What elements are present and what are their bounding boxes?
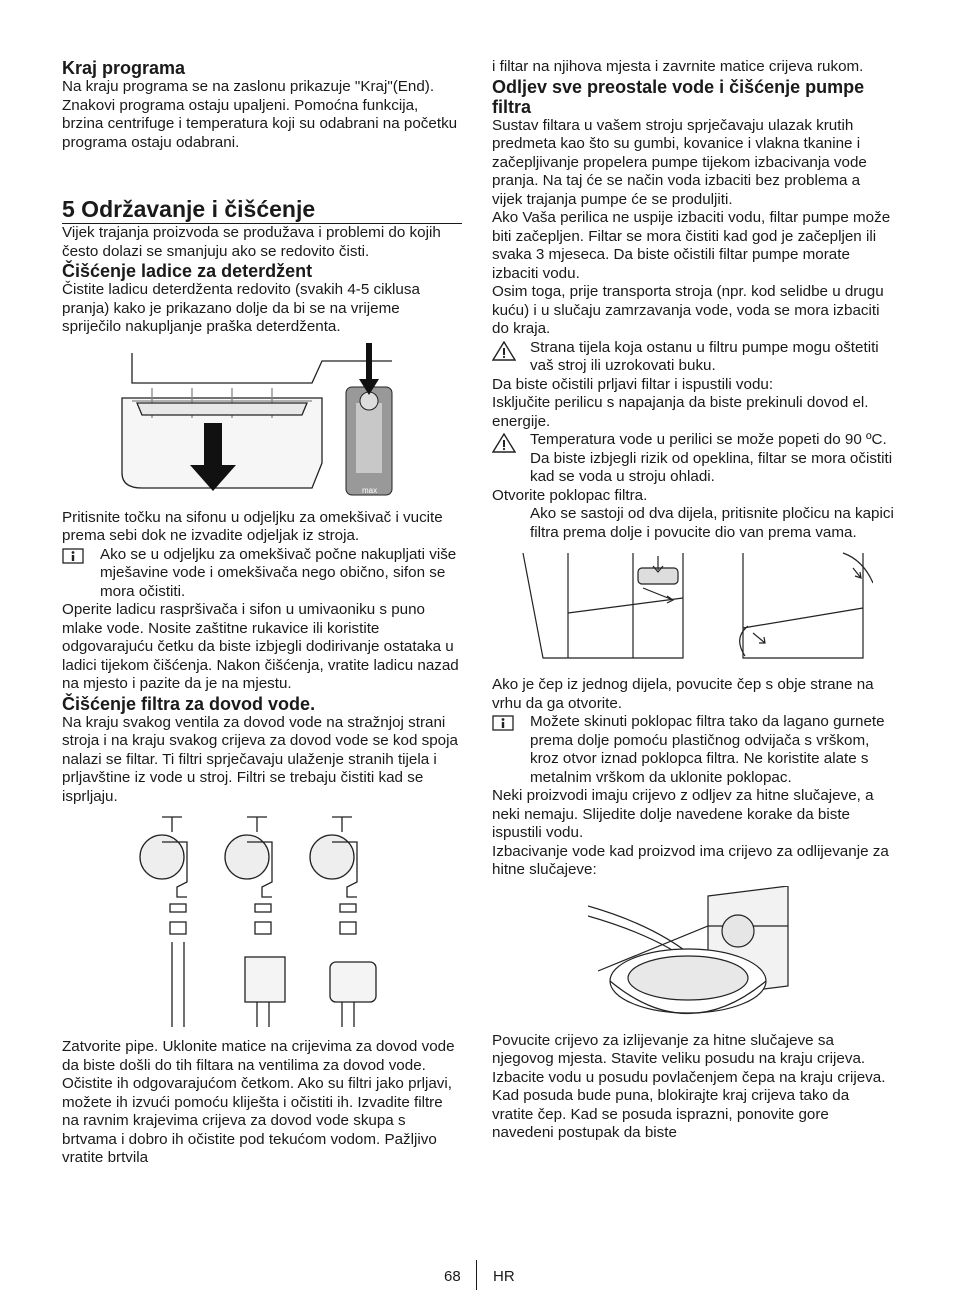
chapter-intro: Vijek trajanja proizvoda se produžava i problemi do kojih često dolazi se smanjuju ako se redovito čisti.: [62, 224, 441, 260]
footer-divider: [476, 1260, 477, 1290]
info-note-2: [492, 713, 894, 787]
neki-text: Neki proizvodi imaju crijevo z odljev za hitne slučajeve, a neki nemaju. Slijedite dolje navedene korake da biste ispustili vodu.: [492, 787, 874, 841]
warning-note-2-text: Temperatura vode u perilici se može popeti do 90 ºC. Da biste izbjegli rizik od opeklina, filtar se mora očistiti kad se voda u stroju ohladi.: [530, 431, 893, 485]
info-icon: [492, 715, 514, 731]
zatvorite-text: Zatvorite pipe. Uklonite matice na crijevima za dovod vode da biste došli do tih filtara na ventilima za dovod vode. Očistite ih odgovarajućom četkom. Ako su filtri jako prljavi, možete ih izvući pomoću kliješta i očistiti ih. Izvadite filtre na ravnim krajevima crijeva za dovod vode skupa s brtvama i dobro ih očistite pod tekućom vodom. Pažljivo vratite brtvila: [62, 1038, 455, 1166]
warning-icon: [492, 341, 516, 361]
filter-cover-pull-panel: [740, 553, 873, 658]
ako-text: Ako Vaša perilica ne uspije izbaciti vodu, filtar pumpe može biti začepljen. Filtar se mora čistiti kad god je začepljen ili svaka 3 mjeseca. Da biste očistili filtar pumpe morate izbaciti vodu.: [492, 209, 891, 282]
tap-1: [140, 817, 187, 1027]
da-text: Da biste očistili prljavi filtar i ispustili vodu:: [492, 375, 774, 393]
warning-note-2: [492, 431, 894, 487]
filter-cover-press-panel: [523, 553, 683, 658]
odljev-heading: Odljev sve preostale vode i čišćenje pumpe filtra: [492, 76, 865, 117]
warning-note-1: [492, 339, 894, 376]
otvorite-text: Otvorite poklopac filtra.: [492, 486, 648, 504]
iskljucite-text: Isključite perilicu s napajanja da biste prekinuli dovod el. energije.: [492, 394, 869, 430]
page-number: 68: [444, 1268, 461, 1285]
sifon-text: Pritisnite točku na sifonu u odjeljku za omekšivač i vucite prema sebi dok ne izvadite odjeljak iz stroja.: [62, 508, 443, 544]
kraj-programa-text: Na kraju programa se na zaslonu prikazuje "Kraj"(End). Znakovi programa ostaju upaljeni. Pomoćna funkcija, brzina centrifuge i temperatura koji su odabrani na početku programa ostaju odabrani.: [62, 78, 458, 151]
max-label: max: [362, 485, 378, 495]
info-note: [62, 546, 462, 602]
filtar-heading: Čišćenje filtra za dovod vode.: [62, 693, 316, 714]
warning-note-1-text: Strana tijela koja ostanu u filtru pumpe mogu oštetiti vaš stroj ili uzrokovati buku.: [530, 338, 879, 374]
cont-text: i filtar na njihova mjesta i zavrnite matice crijeva rukom.: [492, 58, 864, 75]
tap-3: [310, 817, 376, 1027]
warning-icon: [492, 433, 516, 453]
ladica-heading: Čišćenje ladice za deterdžent: [62, 261, 313, 281]
info-icon: [62, 548, 84, 564]
emergency-drain-figure: [588, 886, 798, 1026]
left-column: [62, 58, 462, 1168]
operite-text: Operite ladicu raspršivača i sifon u umivaoniku s puno mlake vode. Nosite zaštitne rukavice ili koristite odgovarajuću četku da biste izbjegli dodirivanje ostataka u ladici tijekom čišćenja. Nakon čišćenja, vratite ladicu nazad na mjesto i pazite da je na mjestu.: [62, 601, 459, 692]
tap-2: [225, 817, 285, 1027]
detergent-drawer-figure: [112, 343, 412, 503]
filtar-text: Na kraju svakog ventila za dovod vode na stražnjoj strani stroja i na kraju svakog crijeva za dovod vode se kod spoja nalazi se filtar. Ti filtri sprječavaju ulaženje stranih tijela i prljavštine iz vode u stroj. Filtri se trebaju čistiti kad se isprljaju.: [62, 713, 458, 805]
cep-text: Ako je čep iz jednog dijela, povucite čep s obje strane na vrhu da ga otvorite.: [492, 676, 874, 712]
izbacivanje-text: Izbacivanje vode kad proizvod ima crijevo za odlijevanje za hitne slučajeve:: [492, 842, 889, 878]
povucite-text: Povucite crijevo za izlijevanje za hitne slučajeve sa njegovog mjesta. Stavite veliku posudu na kraju crijeva. Izbacite vodu u posudu povlačenjem čepa na kraju crijeva. Kad posuda bude puna, blokirajte kraj crijeva tako da vratite čep. Kad se posuda isprazni, ponovite gore navedeni postupak da biste: [492, 1031, 886, 1141]
info-note-text: Ako se u odjeljku za omekšivač počne nakupljati više mješavine vode i omekšivača nego obično, sifon se mora očistiti.: [100, 545, 457, 600]
kraj-programa-heading: Kraj programa: [62, 58, 186, 78]
ladica-text: Čistite ladicu deterdženta redovito (svakih 4-5 ciklusa pranja) kako je prikazano dolje da bi se na vrijeme spriječilo nakupljanje praška deterdženta.: [62, 281, 420, 335]
language-code: HR: [493, 1268, 515, 1285]
osim-text: Osim toga, prije transporta stroja (npr. kod selidbe u drugu kuću) i u slučaju zamrzavanja vode, voda se mora izbaciti do kraja.: [492, 283, 884, 337]
sustav-text: Sustav filtara u vašem stroju sprječavaju ulazak krutih predmeta kao što su gumbi, kovanice i vlakna tkanine i začepljivanje propelera pumpe tijekom izbacivanja vode pranja. Na taj će se način voda izbaciti bez problema a vijek trajanja pumpe će se produljiti.: [492, 116, 867, 208]
right-column: [492, 58, 894, 1143]
chapter-title: 5 Održavanje i čišćenje: [62, 196, 462, 224]
filter-cover-figure: [513, 548, 873, 670]
water-inlet-filters-figure: [132, 812, 392, 1032]
info-note-2-text: Možete skinuti poklopac filtra tako da lagano gurnete prema dolje pomoću plastičnog odvijača s vrškom, kroz otvor iznad poklopca filtra. Ne koristite alate s metalnim vrškom da uklonite poklopac.: [530, 713, 885, 786]
dva-text: Ako se sastoji od dva dijela, pritisnite pločicu na kapici filtra prema dolje i povucite dio van prema vama.: [530, 505, 894, 541]
siphon-detail: [346, 343, 392, 495]
